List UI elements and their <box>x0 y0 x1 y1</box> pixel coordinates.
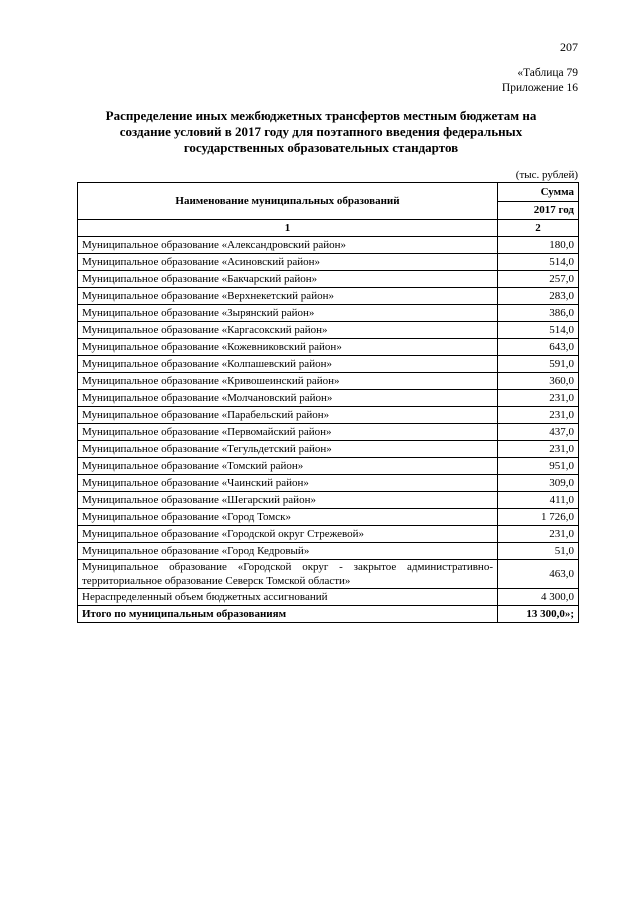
amount-value: 309,0 <box>498 475 579 492</box>
table-row <box>78 390 579 407</box>
amount-value: 51,0 <box>498 543 579 560</box>
municipality-name: Муниципальное образование «Парабельский район» <box>78 407 498 424</box>
page-number: 207 <box>560 40 578 54</box>
municipality-name: Муниципальное образование «Тегульдетский район» <box>78 441 498 458</box>
table-row-total <box>78 606 579 623</box>
amount-value: 180,0 <box>498 237 579 254</box>
municipality-name: Муниципальное образование «Кожевниковский район» <box>78 339 498 356</box>
table-row <box>78 543 579 560</box>
municipality-name: Муниципальное образование «Томский район» <box>78 458 498 475</box>
amount-value: 360,0 <box>498 373 579 390</box>
amount-value: 591,0 <box>498 356 579 373</box>
table-row-seversk <box>78 560 579 589</box>
table-row <box>78 271 579 288</box>
amount-value: 411,0 <box>498 492 579 509</box>
amount-value: 231,0 <box>498 526 579 543</box>
amount-value: 257,0 <box>498 271 579 288</box>
table-row <box>78 475 579 492</box>
municipality-name: Муниципальное образование «Бакчарский район» <box>78 271 498 288</box>
municipality-name: Муниципальное образование «Городской округ Стрежевой» <box>78 526 498 543</box>
table-row <box>78 339 579 356</box>
amount-value: 463,0 <box>498 560 579 589</box>
title-line-3: государственных образовательных стандартов <box>183 140 459 155</box>
title-line-2: создание условий в 2017 году для поэтапного введения федеральных <box>119 124 523 139</box>
amount-value: 437,0 <box>498 424 579 441</box>
table-row <box>78 441 579 458</box>
total-value: 13 300,0»; <box>498 606 579 623</box>
table-row <box>78 237 579 254</box>
amount-value: 231,0 <box>498 407 579 424</box>
amount-value: 231,0 <box>498 390 579 407</box>
units-label: (тыс. рублей) <box>515 169 578 181</box>
municipality-name: Муниципальное образование «Каргасокский район» <box>78 322 498 339</box>
header-name: Наименование муниципальных образований <box>78 183 498 220</box>
header-year: 2017 год <box>498 201 579 220</box>
municipality-name: Муниципальное образование «Город Кедровый» <box>78 543 498 560</box>
municipality-name: Муниципальное образование «Первомайский район» <box>78 424 498 441</box>
table-reference: «Таблица 79 <box>517 67 578 79</box>
table-row-undistributed <box>78 589 579 606</box>
table-row <box>78 492 579 509</box>
table-body <box>78 220 579 623</box>
annex-reference <box>502 66 578 96</box>
amount-value: 514,0 <box>498 254 579 271</box>
table-row <box>78 509 579 526</box>
table-row <box>78 322 579 339</box>
column-number: 1 <box>78 220 498 237</box>
municipality-name: Муниципальное образование «Город Томск» <box>78 509 498 526</box>
table-row <box>78 305 579 322</box>
municipality-name: Муниципальное образование «Колпашевский район» <box>78 356 498 373</box>
table-row <box>78 254 579 271</box>
municipality-name: Муниципальное образование «Александровский район» <box>78 237 498 254</box>
amount-value: 283,0 <box>498 288 579 305</box>
municipality-name: Муниципальное образование «Зырянский район» <box>78 305 498 322</box>
column-number: 2 <box>498 220 579 237</box>
amount-value: 514,0 <box>498 322 579 339</box>
amount-value: 951,0 <box>498 458 579 475</box>
column-number-row <box>78 220 579 237</box>
municipality-name: Муниципальное образование «Верхнекетский район» <box>78 288 498 305</box>
appendix-reference: Приложение 16 <box>501 82 578 94</box>
table-row <box>78 424 579 441</box>
table-row <box>78 407 579 424</box>
table-row <box>78 373 579 390</box>
title-line-1: Распределение иных межбюджетных трансфертов местным бюджетам на <box>105 108 537 123</box>
amount-value: 1 726,0 <box>498 509 579 526</box>
municipality-name: Муниципальное образование «Молчановский район» <box>78 390 498 407</box>
municipality-name: Муниципальное образование «Шегарский район» <box>78 492 498 509</box>
amount-value: 643,0 <box>498 339 579 356</box>
header-sum: Сумма <box>498 183 579 202</box>
table-row <box>78 526 579 543</box>
document-title <box>70 108 572 156</box>
municipality-name: Муниципальное образование «Городской округ - закрытое административно-территориальное образование Северск Томской области» <box>78 560 498 589</box>
municipality-name: Муниципальное образование «Чаинский район» <box>78 475 498 492</box>
total-label: Итого по муниципальным образованиям <box>78 606 498 623</box>
table-row <box>78 458 579 475</box>
undistributed-value: 4 300,0 <box>498 589 579 606</box>
transfers-table <box>77 182 579 623</box>
undistributed-label: Нераспределенный объем бюджетных ассигнований <box>78 589 498 606</box>
municipality-name: Муниципальное образование «Асиновский район» <box>78 254 498 271</box>
municipality-name: Муниципальное образование «Кривошеинский район» <box>78 373 498 390</box>
amount-value: 386,0 <box>498 305 579 322</box>
table-row <box>78 356 579 373</box>
table-row <box>78 288 579 305</box>
amount-value: 231,0 <box>498 441 579 458</box>
